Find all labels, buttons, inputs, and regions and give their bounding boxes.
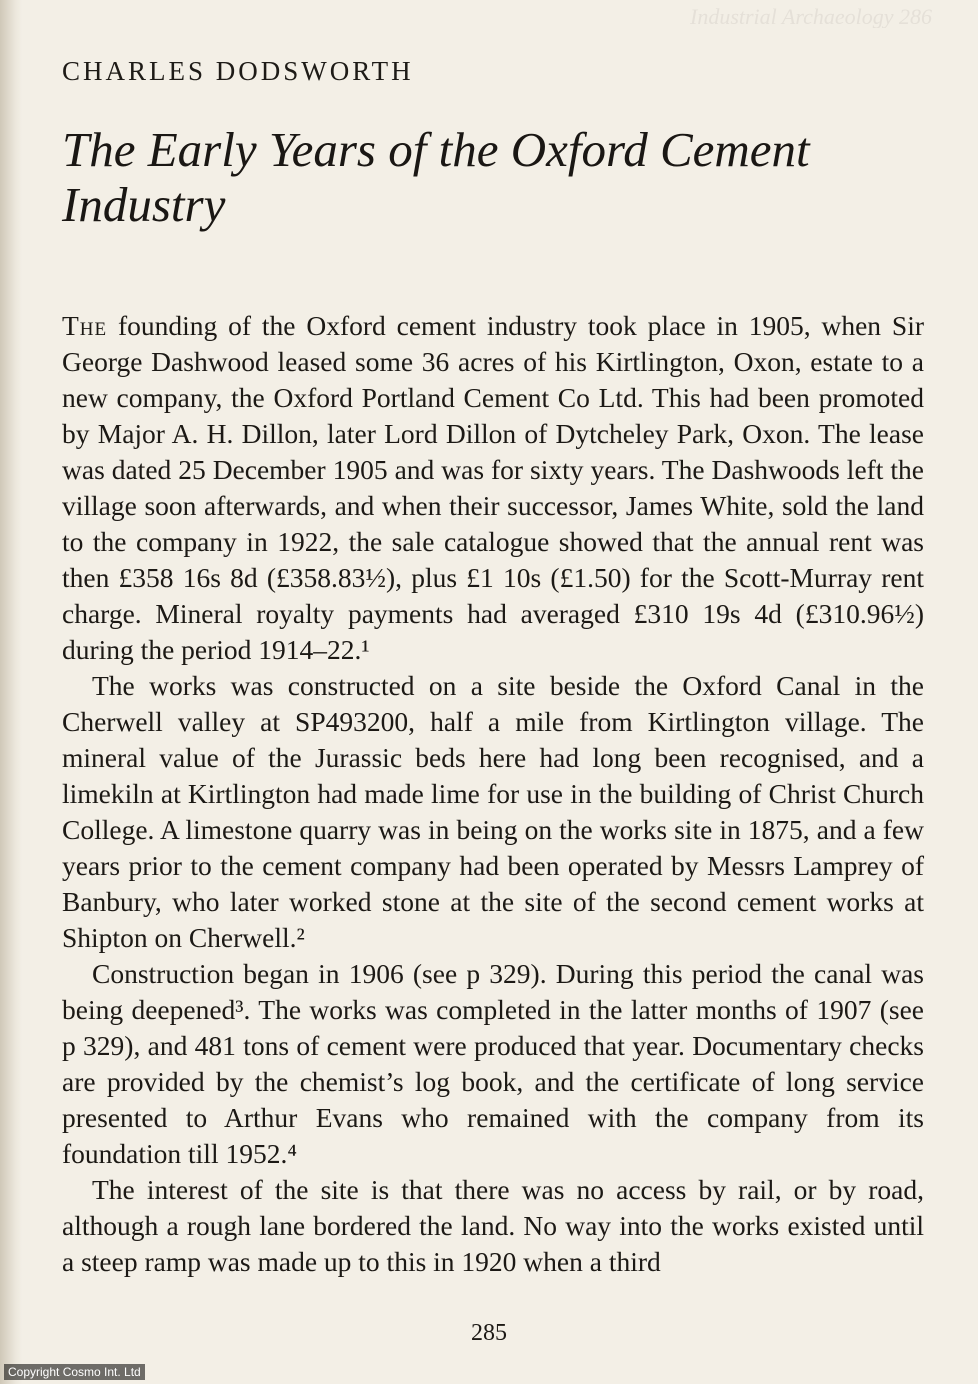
book-gutter-shadow — [0, 0, 22, 1384]
paragraph-1-text: founding of the Oxford cement industry took place in 1905, when Sir George Dashwood leased some 36 acres of his Kirtlington, Oxon, estate to a new company, the Oxford Portland Cement Co Ltd. This had been promoted by Major A. H. Dillon, later Lord Dillon of Dytcheley Park, Oxon. The lease was dated 25 December 1905 and was for sixty years. The Dashwoods left the village soon afterwards, and when their successor, James White, sold the land to the company in 1922, the sale catalogue showed that the annual rent was then £358 16s 8d (£358.83½), plus £1 10s (£1.50) for the Scott-Murray rent charge. Mineral royalty payments had averaged £310 19s 4d (£310.96½) during the period 1914–22.¹ — [62, 310, 924, 665]
article-body — [62, 308, 924, 1280]
author-name: CHARLES DODSWORTH — [62, 56, 414, 86]
paragraph-2: The works was constructed on a site beside the Oxford Canal in the Cherwell valley at SP493200, half a mile from Kirtlington village. The mineral value of the Jurassic beds here had long been recognised, and a limekiln at Kirtlington had made lime for use in the building of Christ Church College. A limestone quarry was in being on the works site in 1875, and a few years prior to the cement company had been operated by Messrs Lamprey of Banbury, who later worked stone at the site of the second cement works at Shipton on Cherwell.² — [62, 670, 924, 953]
article-title: The Early Years of the Oxford Cement Industry — [62, 122, 810, 232]
drop-cap-word: The — [62, 310, 108, 341]
show-through-running-header: Industrial Archaeology 286 — [690, 4, 932, 28]
paragraph-1 — [62, 308, 924, 668]
paragraph-3: Construction began in 1906 (see p 329). During this period the canal was being deepened³. The works was completed in the latter months of 1907 (see p 329), and 481 tons of cement were produced that year. Documentary checks are provided by the chemist’s log book, and the certificate of long service presented to Arthur Evans who remained with the company from its foundation till 1952.⁴ — [62, 958, 924, 1169]
page-number: 285 — [471, 1320, 507, 1346]
copyright-watermark: Copyright Cosmo Int. Ltd — [4, 1364, 145, 1380]
paragraph-4: The interest of the site is that there was no access by rail, or by road, although a rough lane bordered the land. No way into the works existed until a steep ramp was made up to this in 1920 when a third — [62, 1174, 924, 1277]
